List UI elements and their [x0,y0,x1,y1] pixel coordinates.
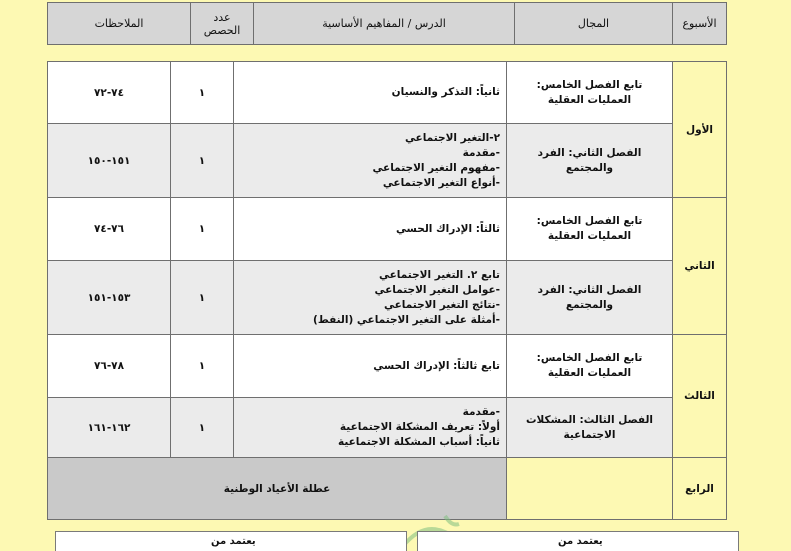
header-lesson: الدرس / المفاهيم الأساسية [254,3,515,45]
table-row [48,458,727,520]
lesson-cell: -مقدمة أولاً: تعريف المشكلة الاجتماعية ثانياً: أسباب المشكلة الاجتماعية [234,398,507,458]
field-cell: تابع الفصل الخامس: العمليات العقلية [507,62,673,124]
count-cell: ١ [171,261,234,335]
field-cell [507,458,673,520]
field-cell: تابع الفصل الخامس: العمليات العقلية [507,335,673,398]
notes-cell: ٧٤-٧٢ [48,62,171,124]
notes-cell: ٧٨-٧٦ [48,335,171,398]
week-fourth: الرابع [673,458,727,520]
lesson-cell: تابع ثالثاً: الإدراك الحسي [234,335,507,398]
table-row [48,398,727,458]
table-row [48,198,727,261]
count-cell: ١ [171,335,234,398]
approval-box-right [417,531,739,551]
table-row [48,335,727,398]
lesson-cell: ثانياً: التذكر والنسيان [234,62,507,124]
field-cell: الفصل الثالث: المشكلات الاجتماعية [507,398,673,458]
schedule-header [47,2,727,45]
table-row [48,261,727,335]
week-third: الثالث [673,335,727,458]
table-row [48,62,727,124]
schedule-table [47,61,727,520]
count-cell: ١ [171,124,234,198]
field-cell: تابع الفصل الخامس: العمليات العقلية [507,198,673,261]
week-first: الأول [673,62,727,198]
table-row [48,124,727,198]
header-notes: الملاحظات [48,3,191,45]
field-cell: الفصل الثاني: الفرد والمجتمع [507,261,673,335]
count-cell: ١ [171,198,234,261]
header-field: المجال [515,3,673,45]
week-second: الثاني [673,198,727,335]
count-cell: ١ [171,398,234,458]
field-cell: الفصل الثاني: الفرد والمجتمع [507,124,673,198]
lesson-cell: ثالثاً: الإدراك الحسي [234,198,507,261]
count-cell: ١ [171,62,234,124]
holiday-cell: عطلة الأعياد الوطنية [48,458,507,520]
notes-cell: ١٥١-١٥٠ [48,124,171,198]
notes-cell: ٧٦-٧٤ [48,198,171,261]
notes-cell: ١٥٣-١٥١ [48,261,171,335]
header-week: الأسبوع [673,3,727,45]
approval-label-right: يعتمد من [558,536,603,547]
lesson-cell: تابع ٢. التغير الاجتماعي -عوامل التغير الاجتماعي -نتائج التغير الاجتماعي -أمثلة على التغير الاجتماعي (النفط) [234,261,507,335]
lesson-cell: ٢-التغير الاجتماعي -مقدمة -مفهوم التغير الاجتماعي -أنواع التغير الاجتماعي [234,124,507,198]
notes-cell: ١٦٢-١٦١ [48,398,171,458]
header-count: عدد الحصص [191,3,254,45]
approval-label-left: يعتمد من [211,536,256,547]
approval-box-left [55,531,407,551]
